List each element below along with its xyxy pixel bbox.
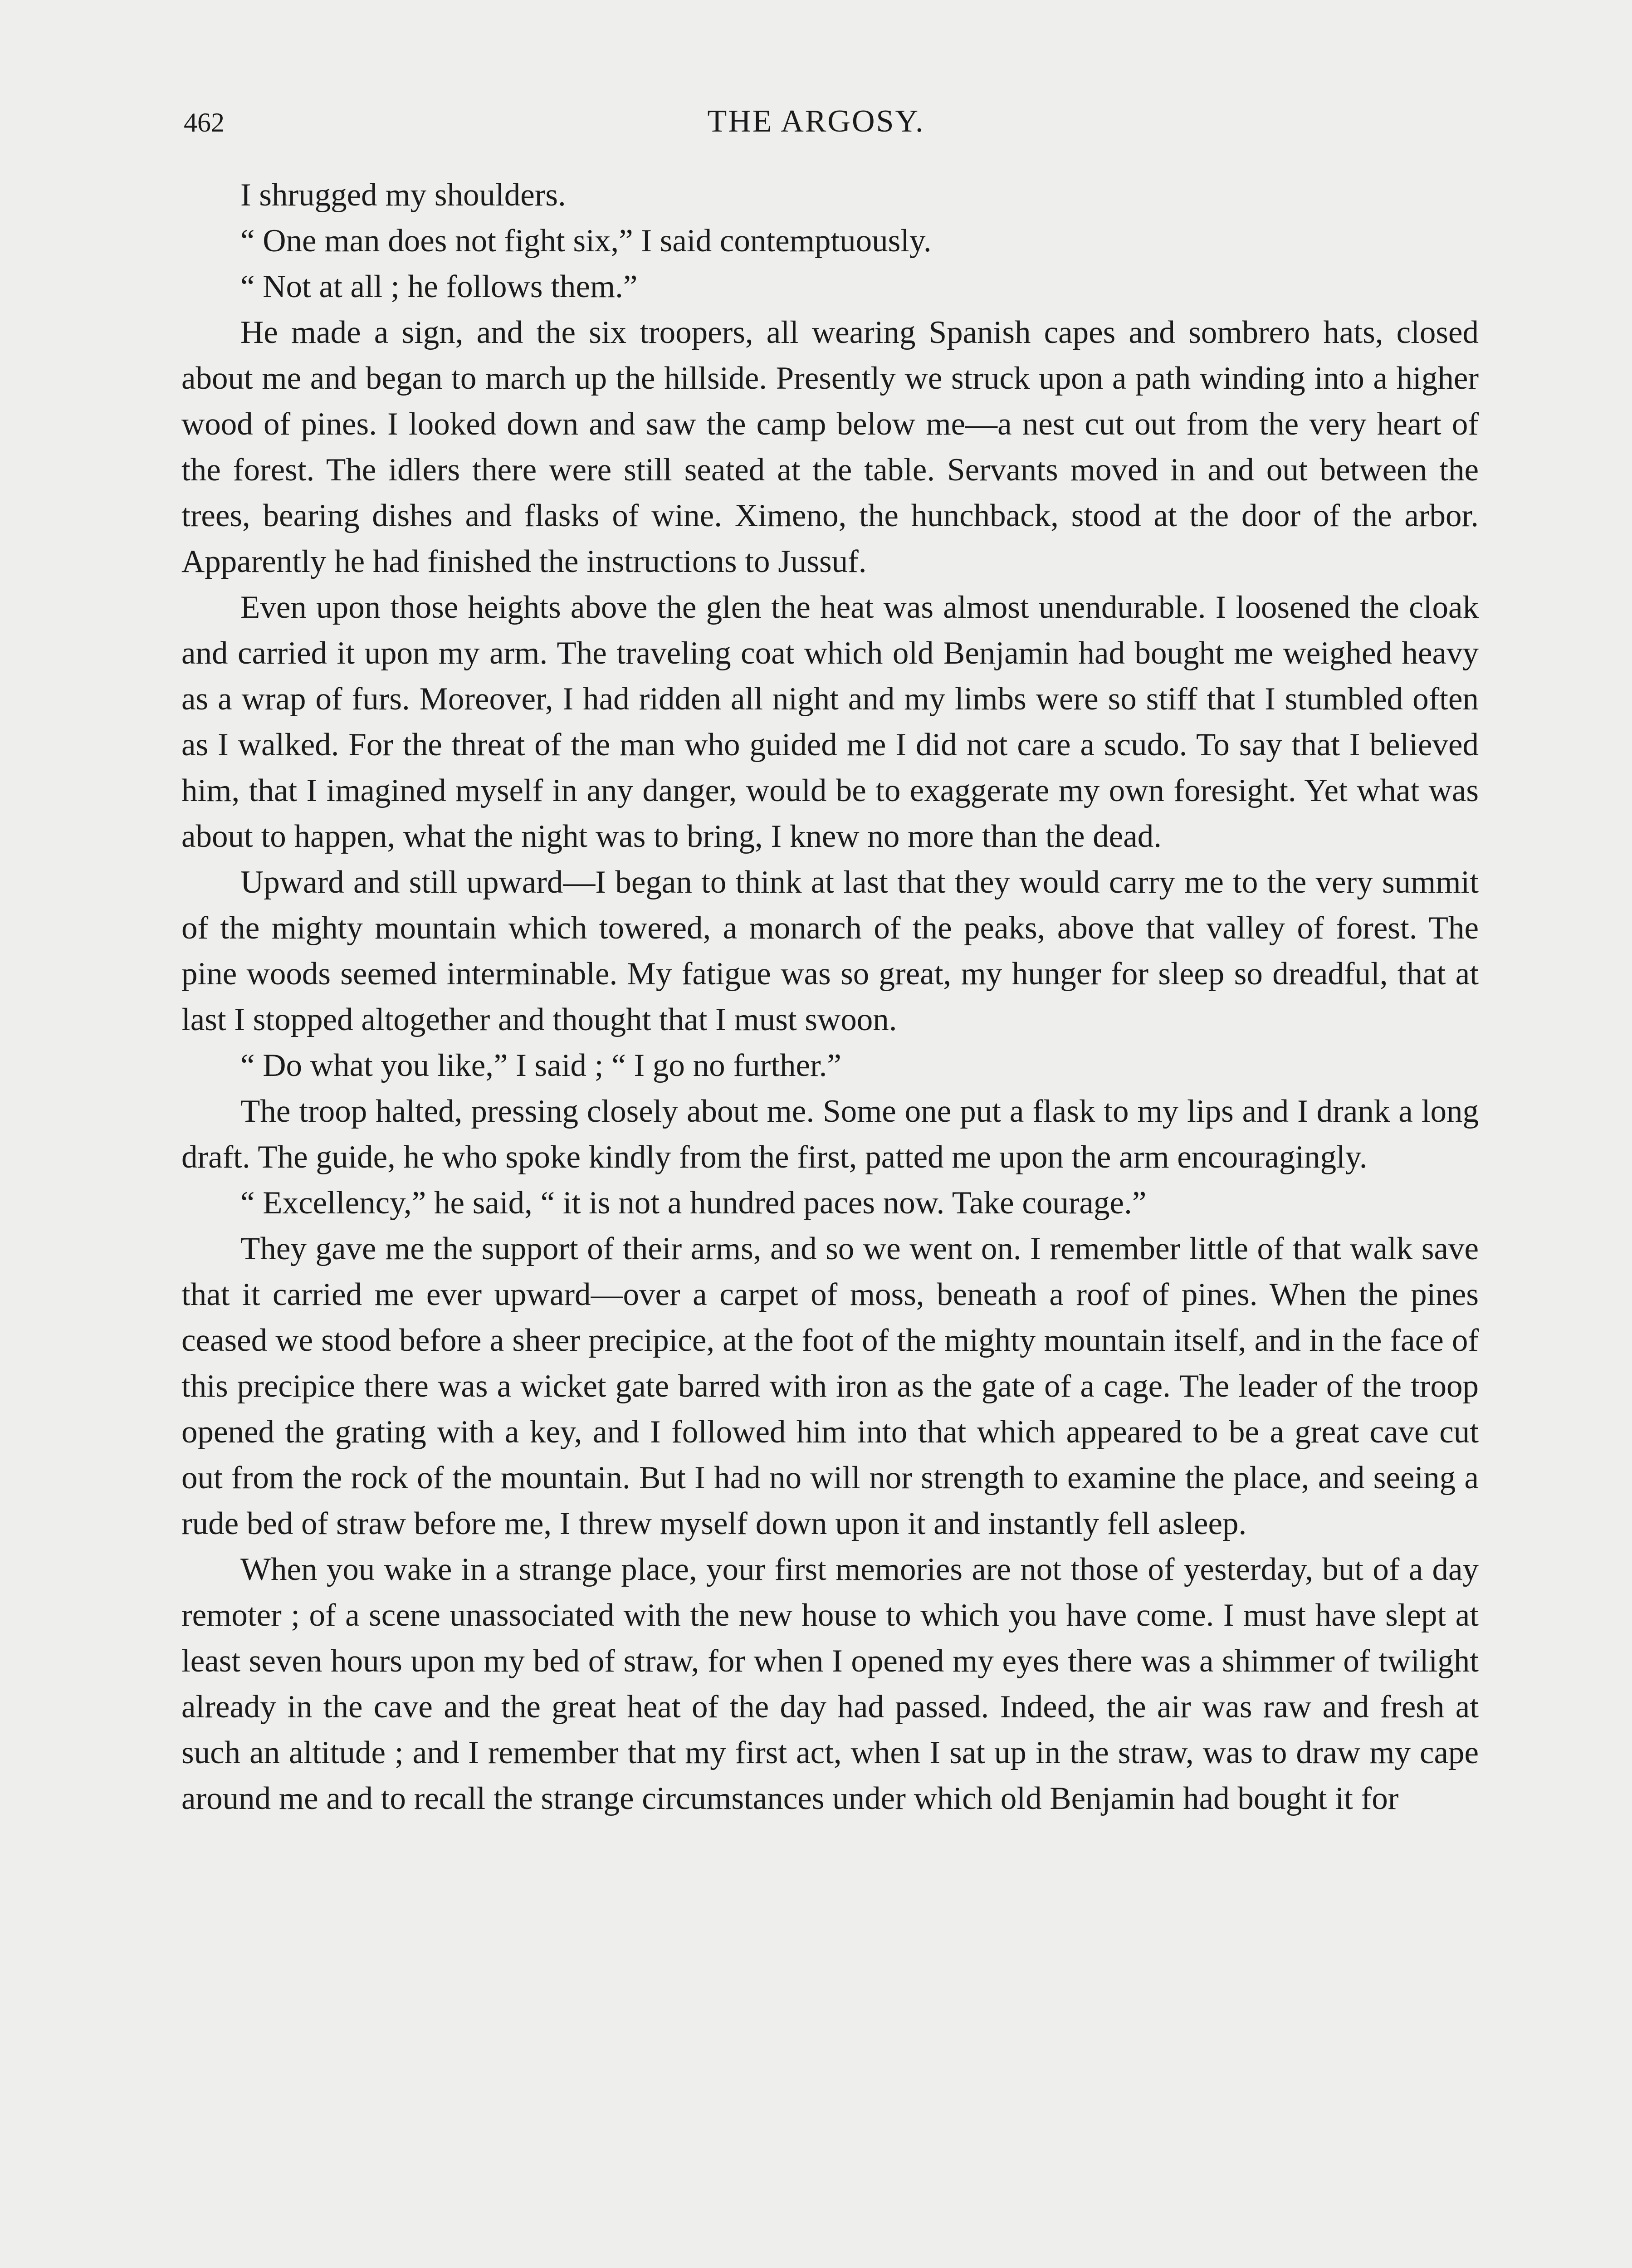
- paragraph: Even upon those heights above the glen the heat was almost unendurable. I loosened the cloak and carried it upon my arm. The traveling coat which old Benjamin had bought me weighed heavy as a wrap of furs. Moreover, I had ridden all night and my limbs were so stiff that I stumbled often as I walked. For the threat of the man who guided me I did not care a scudo. To say that I believed him, that I imagined myself in any danger, would be to exaggerate my own foresight. Yet what was about to happen, what the night was to bring, I knew no more than the dead.: [181, 590, 1479, 854]
- paragraph: When you wake in a strange place, your first memories are not those of yesterday, but of a day remoter ; of a scene unassociated with the new house to which you have come. I must have slept at least seven hours upon my bed of straw, for when I opened my eyes there was a shimmer of twilight already in the cave and the great heat of the day had passed. Indeed, the air was raw and fresh at such an altitude ; and I remember that my first act, when I sat up in the straw, was to draw my cape around me and to recall the strange circumstances under which old Benjamin had bought it for: [181, 1552, 1479, 1816]
- paragraph: “ One man does not fight six,” I said contemptuously.: [240, 223, 932, 259]
- paragraph: I shrugged my shoulders.: [240, 177, 566, 213]
- paragraph: They gave me the support of their arms, and so we went on. I remember little of that walk save that it carried me ever upward—over a carpet of moss, beneath a roof of pines. When the pines ceased we stood before a sheer precipice, at the foot of the mighty mountain itself, and in the face of this precipice there was a wicket gate barred with iron as the gate of a cage. The leader of the troop opened the grating with a key, and I followed him into that which appeared to be a great cave cut out from the rock of the mountain. But I had no will nor strength to examine the place, and seeing a rude bed of straw before me, I threw myself down upon it and instantly fell asleep.: [181, 1231, 1479, 1541]
- body-text: [181, 172, 1479, 1822]
- paragraph: Upward and still upward—I began to think at last that they would carry me to the very summit of the mighty mountain which towered, a monarch of the peaks, above that valley of forest. The pine woods seemed interminable. My fatigue was so great, my hunger for sleep so dreadful, that at last I stopped altogether and thought that I must swoon.: [181, 865, 1479, 1037]
- paragraph: “ Do what you like,” I said ; “ I go no further.”: [240, 1048, 841, 1083]
- paragraph: The troop halted, pressing closely about me. Some one put a flask to my lips and I drank a long draft. The guide, he who spoke kindly from the first, patted me upon the arm encouragingly.: [181, 1094, 1479, 1175]
- paragraph: “ Not at all ; he follows them.”: [240, 269, 638, 304]
- page-number: 462: [184, 108, 225, 137]
- running-title: THE ARGOSY.: [707, 104, 925, 139]
- paragraph: “ Excellency,” he said, “ it is not a hundred paces now. Take courage.”: [240, 1185, 1147, 1221]
- paragraph: He made a sign, and the six troopers, all wearing Spanish capes and sombrero hats, closed about me and began to march up the hillside. Presently we struck upon a path winding into a higher wood of pines. I looked down and saw the camp below me—a nest cut out from the very heart of the forest. The idlers there were still seated at the table. Servants moved in and out between the trees, bearing dishes and flasks of wine. Ximeno, the hunchback, stood at the door of the arbor. Apparently he had finished the instructions to Jussuf.: [181, 315, 1479, 579]
